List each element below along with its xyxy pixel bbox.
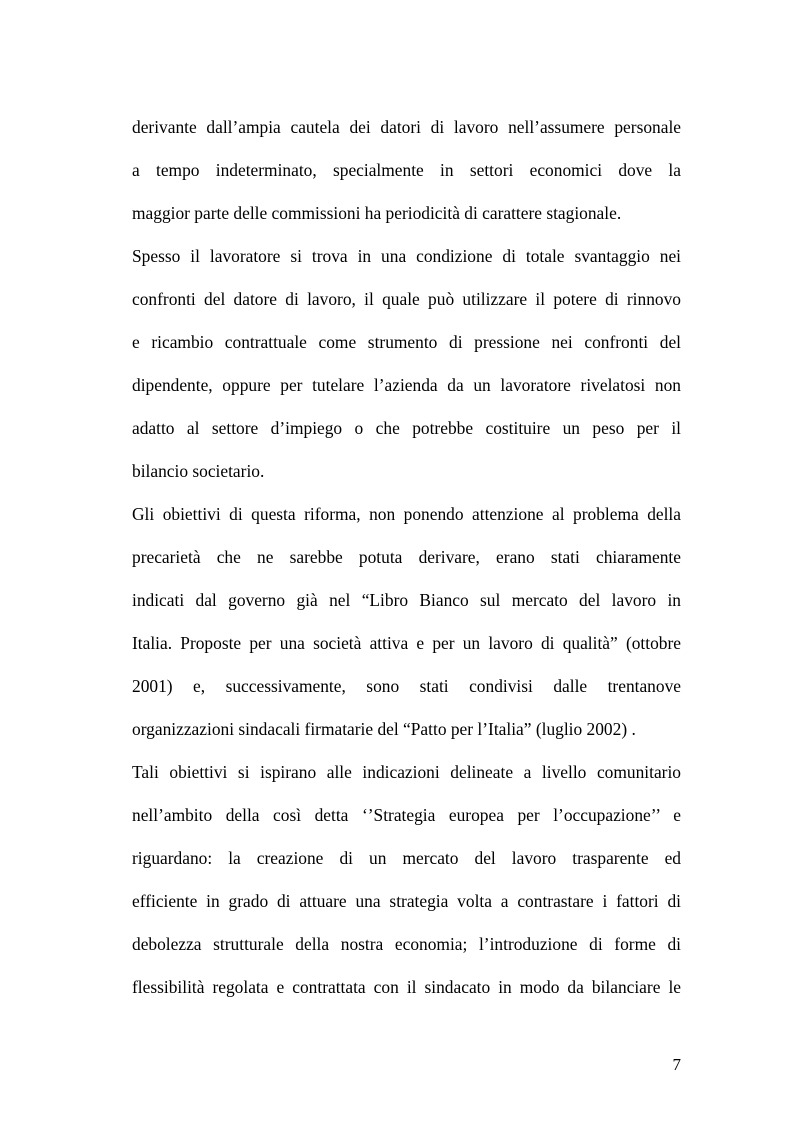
text-line: Italia. Proposte per una società attiva e per un lavoro di qualità” (ottobre [132, 633, 681, 653]
text-line: indicati dal governo già nel “Libro Bianco sul mercato del lavoro in [132, 590, 681, 610]
text-line: riguardano: la creazione di un mercato del lavoro trasparente ed [132, 848, 681, 868]
text-line: adatto al settore d’impiego o che potrebbe costituire un peso per il [132, 418, 681, 438]
text-line: Gli obiettivi di questa riforma, non ponendo attenzione al problema della [132, 504, 681, 524]
text-line: maggior parte delle commissioni ha periodicità di carattere stagionale. [132, 203, 622, 223]
text-line: flessibilità regolata e contrattata con il sindacato in modo da bilanciare le [132, 977, 681, 997]
text-line: debolezza strutturale della nostra economia; l’introduzione di forme di [132, 934, 681, 954]
text-line: e ricambio contrattuale come strumento di pressione nei confronti del [132, 332, 681, 352]
text-line: Tali obiettivi si ispirano alle indicazioni delineate a livello comunitario [132, 762, 681, 782]
text-line: nell’ambito della così detta ‘’Strategia europea per l’occupazione’’ e [132, 805, 681, 825]
text-line: Spesso il lavoratore si trova in una condizione di totale svantaggio nei [132, 246, 681, 266]
text-line: efficiente in grado di attuare una strategia volta a contrastare i fattori di [132, 891, 681, 911]
text-line: a tempo indeterminato, specialmente in settori economici dove la [132, 160, 681, 180]
body-text [132, 109, 681, 1012]
text-line: derivante dall’ampia cautela dei datori di lavoro nell’assumere personale [132, 117, 681, 137]
text-line: organizzazioni sindacali firmatarie del “Patto per l’Italia” (luglio 2002) . [132, 719, 636, 739]
text-line: bilancio societario. [132, 461, 265, 481]
text-line: 2001) e, successivamente, sono stati condivisi dalle trentanove [132, 676, 681, 696]
text-line: dipendente, oppure per tutelare l’azienda da un lavoratore rivelatosi non [132, 375, 681, 395]
text-line: confronti del datore di lavoro, il quale può utilizzare il potere di rinnovo [132, 289, 681, 309]
page-number: 7 [672, 1055, 681, 1074]
text-line: precarietà che ne sarebbe potuta derivare, erano stati chiaramente [132, 547, 681, 567]
